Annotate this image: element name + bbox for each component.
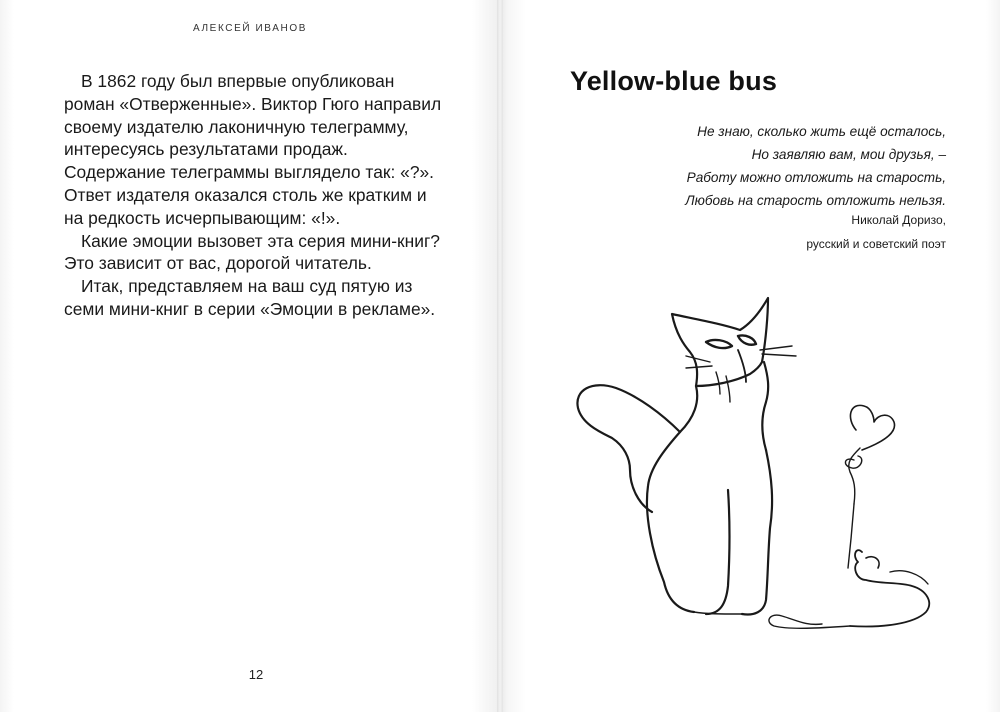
page-number: 12 (248, 667, 264, 682)
epigraph-line: Но заявляю вам, мои друзья, – (751, 147, 946, 162)
mouse-drawing (769, 405, 929, 628)
epigraph-line: Работу можно отложить на старость, (686, 170, 946, 185)
epigraph-author-description: русский и советский поэт (806, 237, 946, 251)
paragraph: В 1862 году был впервые опубликован роман «Отверженные». Виктор Гюго направил своему издателю лаконичную телеграмму, интересуясь результатами продаж. Содержание телеграммы выглядело так: «?». Ответ издателя оказался столь же кратким и на редкость исчерпывающим: «!». (64, 71, 442, 228)
chapter-title: Yellow-blue bus (570, 66, 778, 96)
running-head: АЛЕКСЕЙ ИВАНОВ (193, 23, 307, 34)
paragraph: Итак, представляем на ваш суд пятую из семи мини-книг в серии «Эмоции в рекламе». (64, 276, 436, 319)
body-text (64, 70, 448, 321)
cat-and-mouse-illustration (560, 290, 960, 660)
paragraph: Какие эмоции вызовет эта серия мини-книг? Это зависит от вас, дорогой читатель. (64, 230, 440, 274)
epigraph-line: Не знаю, сколько жить ещё осталось, (697, 124, 946, 139)
book-gutter (497, 0, 503, 712)
epigraph-line: Любовь на старость отложить нельзя. (685, 193, 946, 208)
epigraph-author: Николай Доризо, (851, 213, 946, 227)
epigraph (618, 120, 946, 212)
cat-drawing (577, 298, 796, 614)
